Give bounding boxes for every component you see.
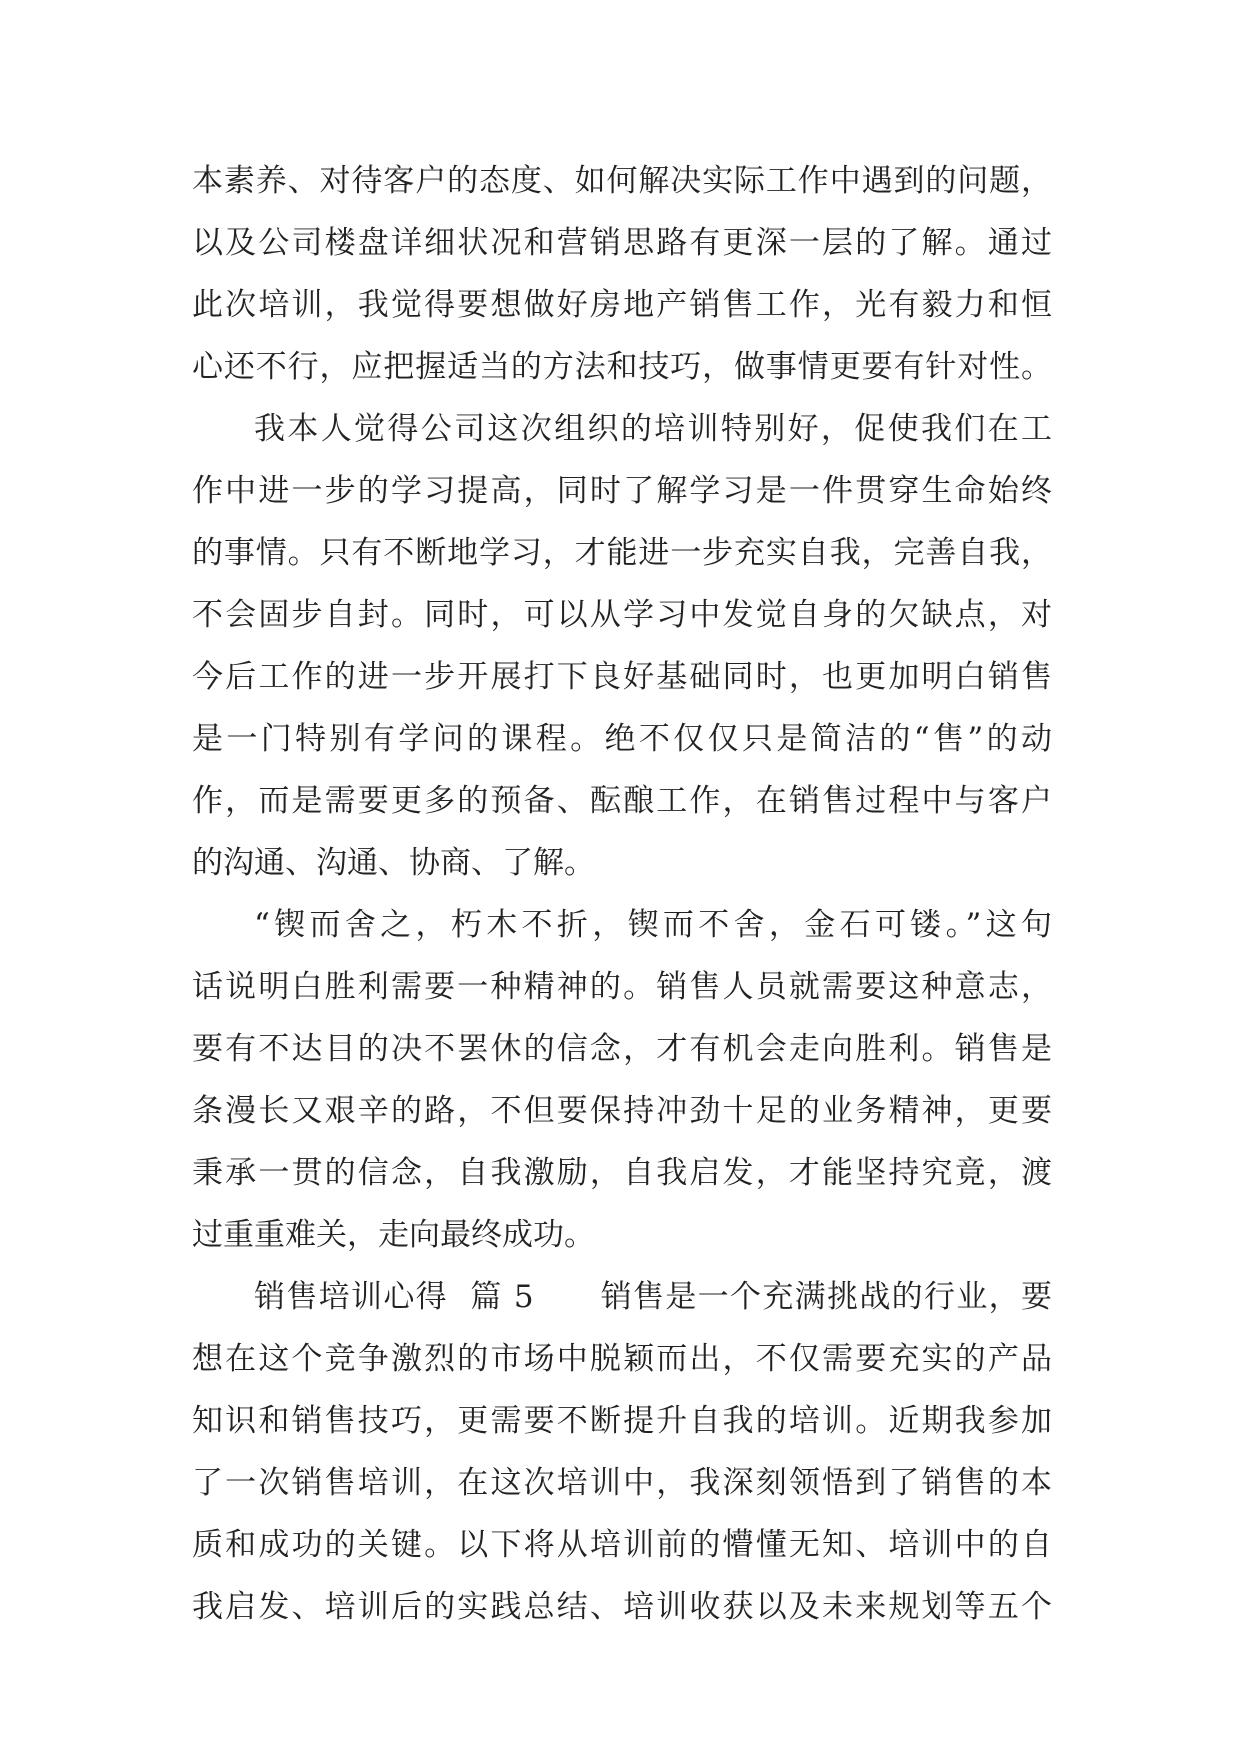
text-line: 作中进一步的学习提高，同时了解学习是一件贯穿生命始终 — [192, 473, 1052, 509]
text-line: 此次培训，我觉得要想做好房地产销售工作，光有毅力和恒 — [192, 287, 1052, 323]
text-line: 不会固步自封。同时，可以从学习中发觉自身的欠缺点，对 — [192, 597, 1052, 633]
text-line: 以及公司楼盘详细状况和营销思路有更深一层的了解。通过 — [192, 225, 1052, 261]
text-line: 今后工作的进一步开展打下良好基础同时，也更加明白销售 — [192, 659, 1052, 695]
text-line: 我本人觉得公司这次组织的培训特别好，促使我们在工 — [254, 411, 1052, 447]
text-line: 本素养、对待客户的态度、如何解决实际工作中遇到的问题， — [192, 163, 1052, 199]
text-line: 条漫长又艰辛的路，不但要保持冲劲十足的业务精神，更要 — [192, 1093, 1052, 1129]
paragraph-1 — [192, 150, 1052, 398]
paragraph-3 — [192, 894, 1052, 1266]
text-line: 的沟通、沟通、协商、了解。 — [192, 845, 595, 881]
text-line: 销售培训心得 篇 5 销售是一个充满挑战的行业，要 — [254, 1279, 1052, 1315]
text-line: 的事情。只有不断地学习，才能进一步充实自我，完善自我， — [192, 535, 1052, 571]
text-line: 秉承一贯的信念，自我激励，自我启发，才能坚持究竟，渡 — [192, 1155, 1052, 1191]
text-line: 心还不行，应把握适当的方法和技巧，做事情更要有针对性。 — [192, 349, 1052, 385]
text-line: 我启发、培训后的实践总结、培训收获以及未来规划等五个 — [192, 1589, 1052, 1625]
text-line: 过重重难关，走向最终成功。 — [192, 1217, 595, 1253]
paragraph-2 — [192, 398, 1052, 894]
text-line: 了一次销售培训，在这次培训中，我深刻领悟到了销售的本 — [192, 1465, 1052, 1501]
text-line: 作，而是需要更多的预备、酝酿工作，在销售过程中与客户 — [192, 783, 1052, 819]
text-line: 想在这个竞争激烈的市场中脱颖而出，不仅需要充实的产品 — [192, 1341, 1052, 1377]
text-line: 质和成功的关键。以下将从培训前的懵懂无知、培训中的自 — [192, 1527, 1052, 1563]
document-body — [192, 150, 1052, 1638]
text-line: 知识和销售技巧，更需要不断提升自我的培训。近期我参加 — [192, 1403, 1052, 1439]
paragraph-4 — [192, 1266, 1052, 1638]
text-line: “锲而舍之，朽木不折，锲而不舍，金石可镂。”这句 — [254, 907, 1052, 943]
text-line: 是一门特别有学问的课程。绝不仅仅只是简洁的“售”的动 — [192, 721, 1052, 757]
text-line: 话说明白胜利需要一种精神的。销售人员就需要这种意志， — [192, 969, 1052, 1005]
text-line: 要有不达目的决不罢休的信念，才有机会走向胜利。销售是 — [192, 1031, 1052, 1067]
